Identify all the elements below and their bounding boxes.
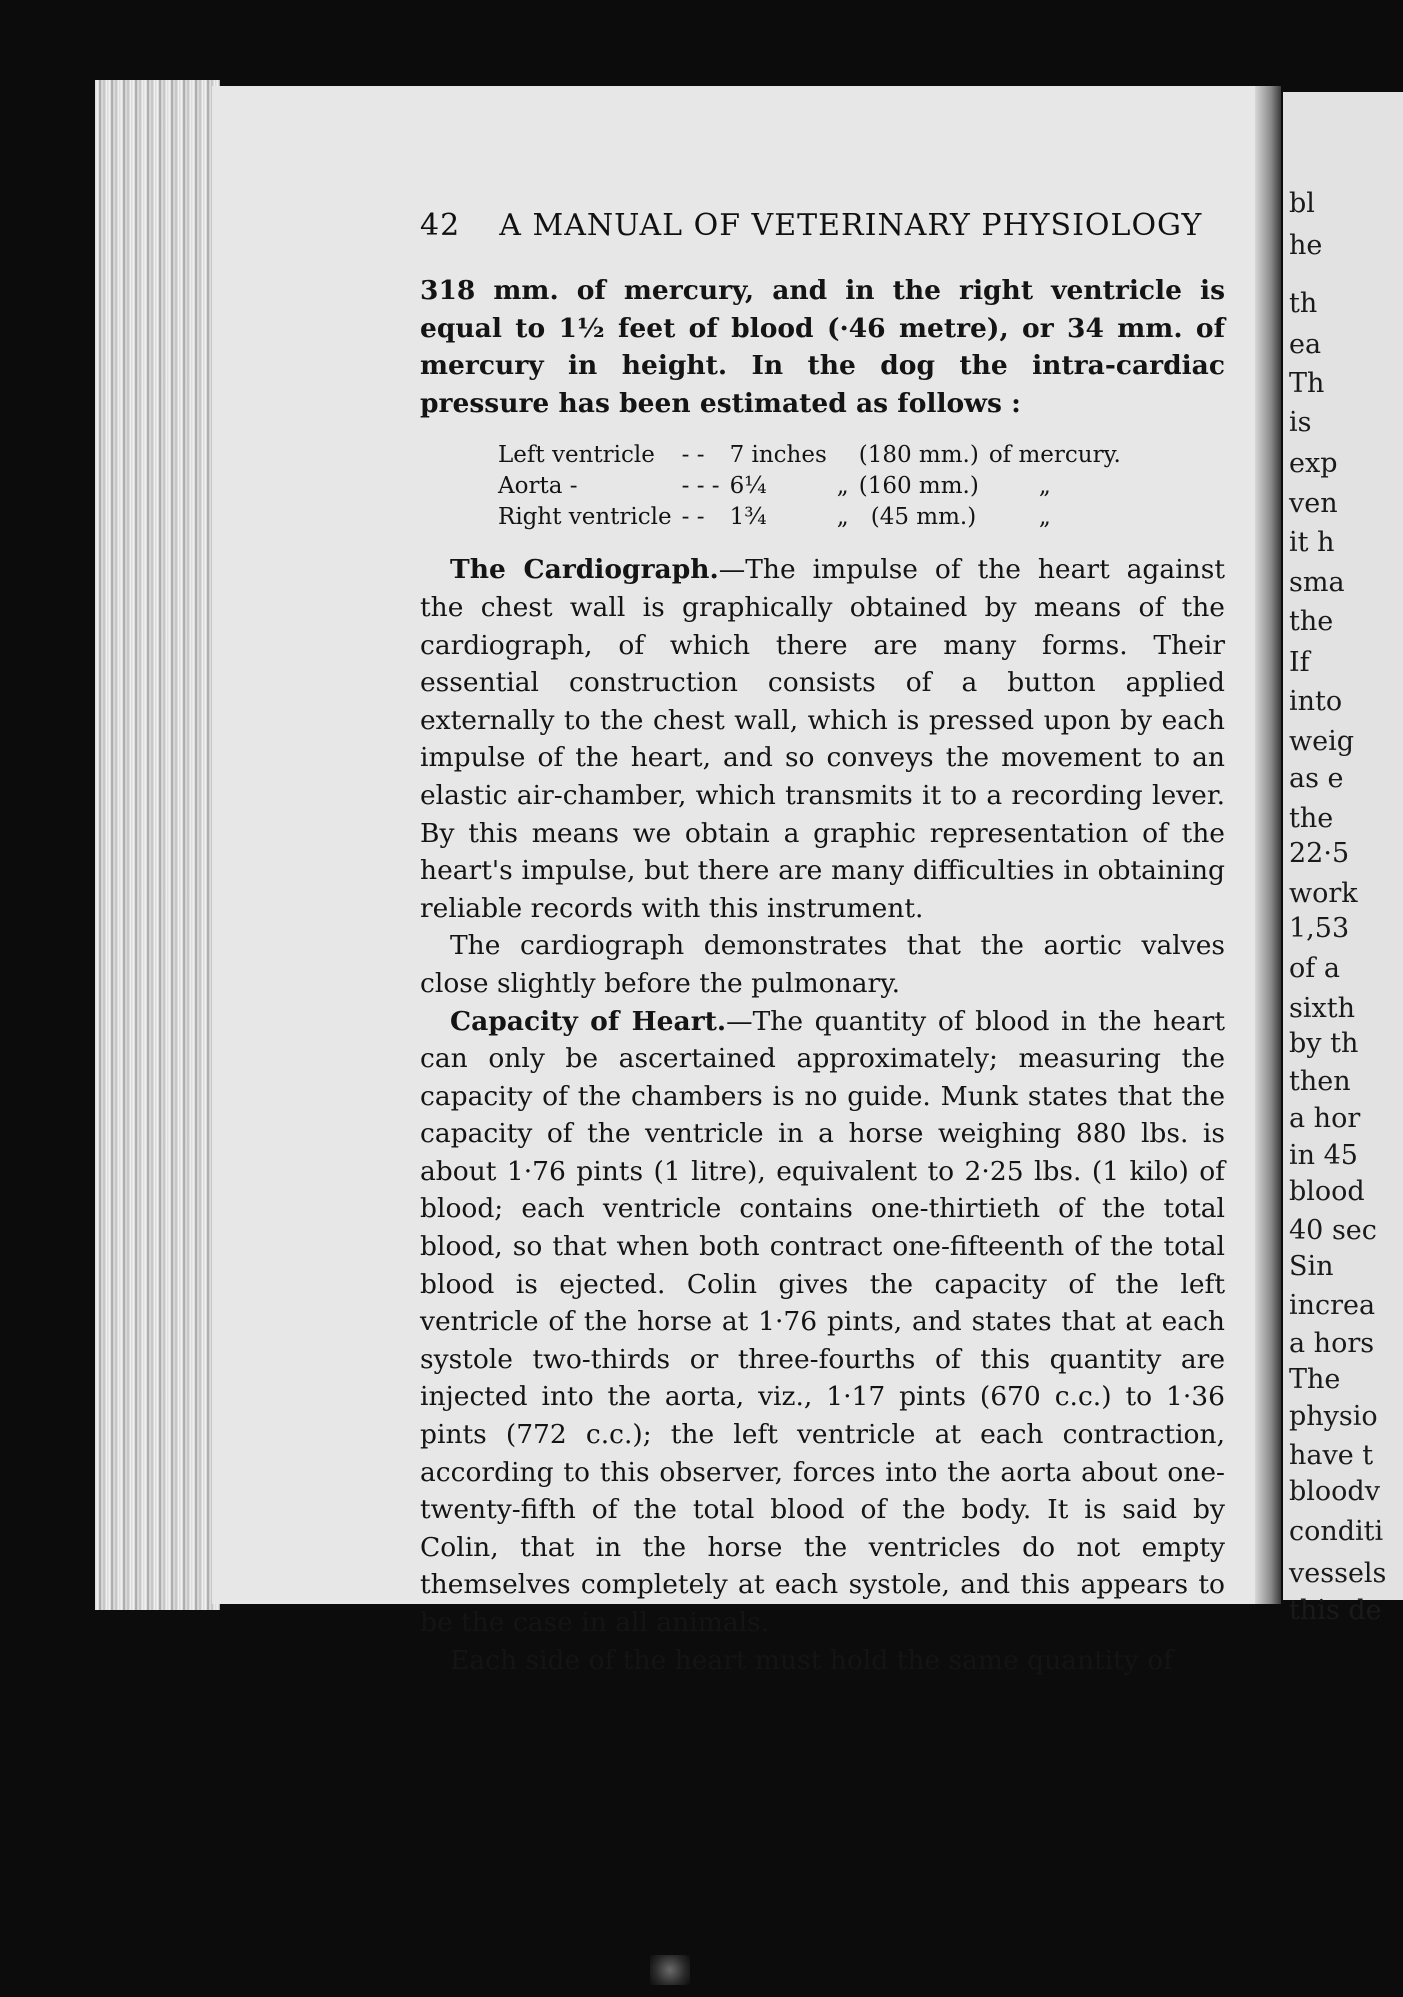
heading-capacity: Capacity of Heart. (450, 1005, 727, 1037)
row-mm: (160 mm.) (858, 473, 979, 500)
facing-page-fragment: ven (1289, 488, 1338, 519)
facing-page-fragment: a hor (1289, 1103, 1361, 1134)
facing-page-fragment: If (1289, 647, 1310, 678)
row-label: Aorta - (498, 473, 578, 500)
pressure-table (498, 440, 1131, 533)
page-edges (95, 80, 220, 1610)
page-header (420, 208, 1202, 243)
facing-page-fragment: have t (1289, 1440, 1374, 1471)
row-ditto (837, 440, 859, 471)
row-dots: - - (681, 504, 705, 531)
facing-page-fragment: work (1289, 878, 1358, 909)
facing-page-fragment: Th (1289, 368, 1325, 399)
scan-artifact (650, 1955, 690, 1985)
facing-page-fragment: increa (1289, 1290, 1376, 1321)
facing-page-fragment: vessels (1289, 1558, 1387, 1589)
facing-page-fragment: bloodv (1289, 1476, 1380, 1507)
paragraph-1: 318 mm. of mercury, and in the right ventricle is equal to 1½ feet of blood (·46 metre), or 34 mm. of mercury in height. In the dog the intra-cardiac pressure has been estimated as follows : (420, 275, 1225, 419)
facing-page-fragment: Sin (1289, 1251, 1334, 1282)
facing-page-fragment: The (1289, 1364, 1341, 1395)
table-row (498, 440, 1131, 471)
paragraph-3: The cardiograph demonstrates that the aortic valves close slightly before the pulmonary. (420, 930, 1225, 999)
row-unit: of mercury. (988, 442, 1121, 469)
facing-page-fragment: then (1289, 1066, 1351, 1097)
facing-page-fragment: into (1289, 686, 1343, 717)
capacity-text: —The quantity of blood in the heart can only be ascertained approximately; measuring the capacity of the chambers is no guide. Munk states that the capacity of the ventricle in a horse weighing 880 lbs. is about 1·76 pints (1 litre), equivalent to 2·25 lbs. (1 kilo) of blood; each ventricle contains one-thirtieth of the total blood, so that when both contract one-fifteenth of the total blood is ejected. Colin gives the capacity of the left ventricle of the horse at 1·76 pints, and states that at each systole two-thirds or three-fourths of this quantity are injected into the aorta, viz., 1·17 pints (670 c.c.) to 1·36 pints (772 c.c.); the left ventricle at each contraction, according to this observer, forces into the aorta about one-twenty-fifth of the total blood of the body. It is said by Colin, that in the horse the ventricles do not empty themselves completely at each systole, and this appears to be the case in all animals. (420, 1005, 1225, 1638)
facing-page-fragment: th (1289, 288, 1318, 319)
facing-page (1283, 92, 1403, 1626)
row-dots: - - - (681, 473, 720, 500)
facing-page-fragment: bl (1289, 188, 1315, 219)
row-value: 7 inches (729, 442, 827, 469)
row-ditto: „ (836, 473, 849, 500)
facing-page-fragment: a hors (1289, 1328, 1375, 1359)
facing-page-fragment: 40 sec (1289, 1215, 1377, 1246)
facing-page-fragment: is (1289, 407, 1312, 438)
row-label: Right ventricle (498, 504, 672, 531)
body-text (420, 272, 1225, 1679)
facing-page-fragment: physio (1289, 1401, 1378, 1432)
running-title: A MANUAL OF VETERINARY PHYSIOLOGY (499, 208, 1203, 243)
facing-page-fragment: in 45 (1289, 1140, 1358, 1171)
row-unit: „ (1038, 473, 1051, 500)
facing-page-fragment: of a (1289, 953, 1340, 984)
row-label: Left ventricle (498, 442, 655, 469)
table-row (498, 471, 1131, 502)
book-gutter (1255, 86, 1281, 1604)
facing-page-fragment: the (1289, 606, 1334, 637)
facing-page-fragment: by th (1289, 1028, 1359, 1059)
row-value: 1¾ (729, 504, 767, 531)
facing-page-fragment: conditi (1289, 1516, 1384, 1547)
row-value: 6¼ (729, 473, 767, 500)
table-row (498, 502, 1131, 533)
page-number: 42 (420, 208, 461, 243)
facing-page-fragment: weig (1289, 726, 1355, 757)
facing-page-fragment: the (1289, 803, 1334, 834)
facing-page-fragment: blood (1289, 1176, 1365, 1207)
facing-page-fragment: ea (1289, 329, 1322, 360)
facing-page-fragment: sma (1289, 567, 1345, 598)
facing-page-fragment: exp (1289, 448, 1338, 479)
row-mm: (45 mm.) (870, 504, 977, 531)
row-ditto: „ (836, 504, 849, 531)
facing-page-fragment: he (1289, 230, 1323, 261)
facing-page-fragment: sixth (1289, 993, 1355, 1024)
facing-page-fragment: this de (1289, 1595, 1382, 1626)
facing-page-fragment: as e (1289, 763, 1344, 794)
heading-cardiograph: The Cardiograph. (450, 554, 719, 586)
paragraph-5: Each side of the heart must hold the same quantity of (450, 1644, 1173, 1676)
row-mm: (180 mm.) (858, 442, 979, 469)
paragraph-cardiograph (420, 551, 1225, 927)
facing-page-fragment: 1,53 (1289, 913, 1350, 944)
row-unit: „ (1038, 504, 1051, 531)
cardiograph-text: —The impulse of the heart against the chest wall is graphically obtained by means of the cardiograph, of which there are many forms. Their essential construction consists of a button applied externally to the chest wall, which is pressed upon by each impulse of the heart, and so conveys the movement to an elastic air-chamber, which transmits it to a recording lever. By this means we obtain a graphic representation of the heart's impulse, but there are many difficulties in obtaining reliable records with this instrument. (420, 554, 1225, 924)
row-dots: - - (681, 442, 705, 469)
paragraph-capacity (420, 1003, 1225, 1642)
facing-page-fragment: 22·5 (1289, 838, 1350, 869)
facing-page-fragment: it h (1289, 527, 1335, 558)
